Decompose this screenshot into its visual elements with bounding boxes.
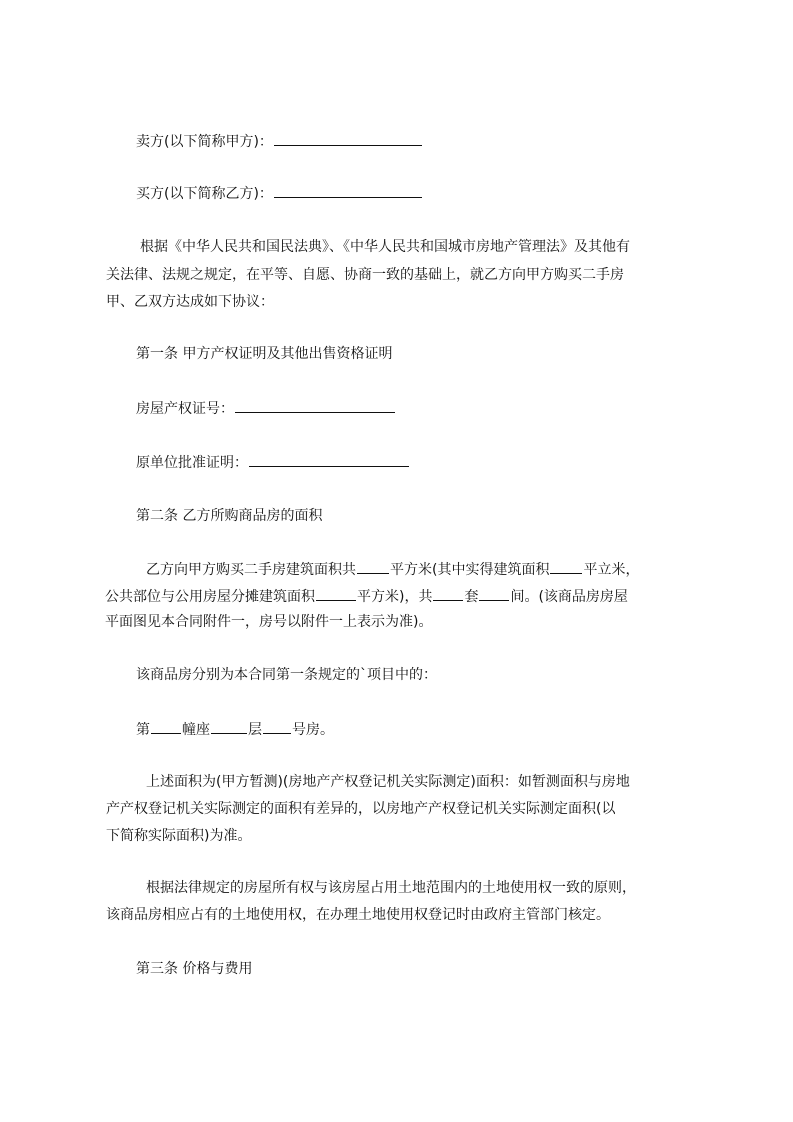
preamble-line-3: 甲、乙双方达成如下协议：	[106, 294, 274, 310]
project-line: 该商品房分别为本合同第一条规定的`项目中的：	[136, 667, 437, 683]
measurement-line-2: 产产权登记机关实际测定的面积有差异的，以房地产产权登记机关实际测定面积(以	[106, 801, 616, 817]
area-text-a: 乙方向甲方购买二手房建筑面积共	[146, 562, 356, 578]
land-use-line-2: 该商品房相应占有的土地使用权，在办理土地使用权登记时由政府主管部门核定。	[106, 907, 610, 923]
preamble-line-2: 关法律、法规之规定，在平等、自愿、协商一致的基础上，就乙方向甲方购买二手房	[106, 267, 624, 283]
area-text-f: 套	[464, 589, 479, 605]
buyer-line	[136, 183, 423, 204]
certificate-label: 房屋产权证号：	[136, 401, 234, 417]
seller-blank[interactable]	[274, 131, 422, 146]
article-1-heading: 第一条 甲方产权证明及其他出售资格证明	[136, 346, 393, 362]
seller-line	[136, 131, 423, 152]
building-blank[interactable]	[151, 719, 181, 734]
seller-label: 卖方(以下简称甲方)：	[136, 134, 273, 150]
buyer-blank[interactable]	[274, 183, 422, 198]
approval-blank[interactable]	[249, 452, 409, 467]
actual-area-blank[interactable]	[550, 559, 582, 574]
area-line-1	[146, 559, 639, 580]
area-line-3: 平面图见本合同附件一，房号以附件一上表示为准)。	[105, 614, 433, 630]
area-text-g: 间。(该商品房房屋	[510, 589, 628, 605]
area-text-c: 平立米，	[583, 562, 640, 578]
approval-line	[136, 452, 410, 473]
area-line-2	[105, 586, 628, 607]
article-2-heading: 第二条 乙方所购商品房的面积	[136, 508, 323, 524]
room-text-d: 号房。	[292, 722, 334, 738]
room-number-line	[136, 719, 334, 740]
land-use-line-1: 根据法律规定的房屋所有权与该房屋占用土地范围内的土地使用权一致的原则，	[146, 880, 636, 896]
set-count-blank[interactable]	[433, 586, 463, 601]
room-blank[interactable]	[263, 719, 291, 734]
certificate-blank[interactable]	[235, 398, 395, 413]
floor-blank[interactable]	[211, 719, 247, 734]
room-text-a: 第	[136, 722, 150, 738]
total-area-blank[interactable]	[357, 559, 389, 574]
buyer-label: 买方(以下简称乙方)：	[136, 186, 273, 202]
room-text-b: 幢座	[182, 722, 210, 738]
measurement-line-3: 下简称实际面积)为准。	[106, 828, 252, 844]
room-text-c: 层	[248, 722, 262, 738]
area-text-d: 公共部位与公用房屋分摊建筑面积	[105, 589, 315, 605]
certificate-line	[136, 398, 396, 419]
shared-area-blank[interactable]	[316, 586, 356, 601]
area-text-e: 平方米)，共	[357, 589, 433, 605]
article-3-heading: 第三条 价格与费用	[136, 961, 253, 977]
room-count-blank[interactable]	[479, 586, 509, 601]
area-text-b: 平方米(其中实得建筑面积	[390, 562, 550, 578]
preamble-line-1: 根据《中华人民共和国民法典》、《中华人民共和国城市房地产管理法》及其他有	[140, 239, 630, 255]
measurement-line-1: 上述面积为(甲方暂测)(房地产产权登记机关实际测定)面积：如暂测面积与房地	[146, 774, 630, 790]
approval-label: 原单位批准证明：	[136, 455, 248, 471]
